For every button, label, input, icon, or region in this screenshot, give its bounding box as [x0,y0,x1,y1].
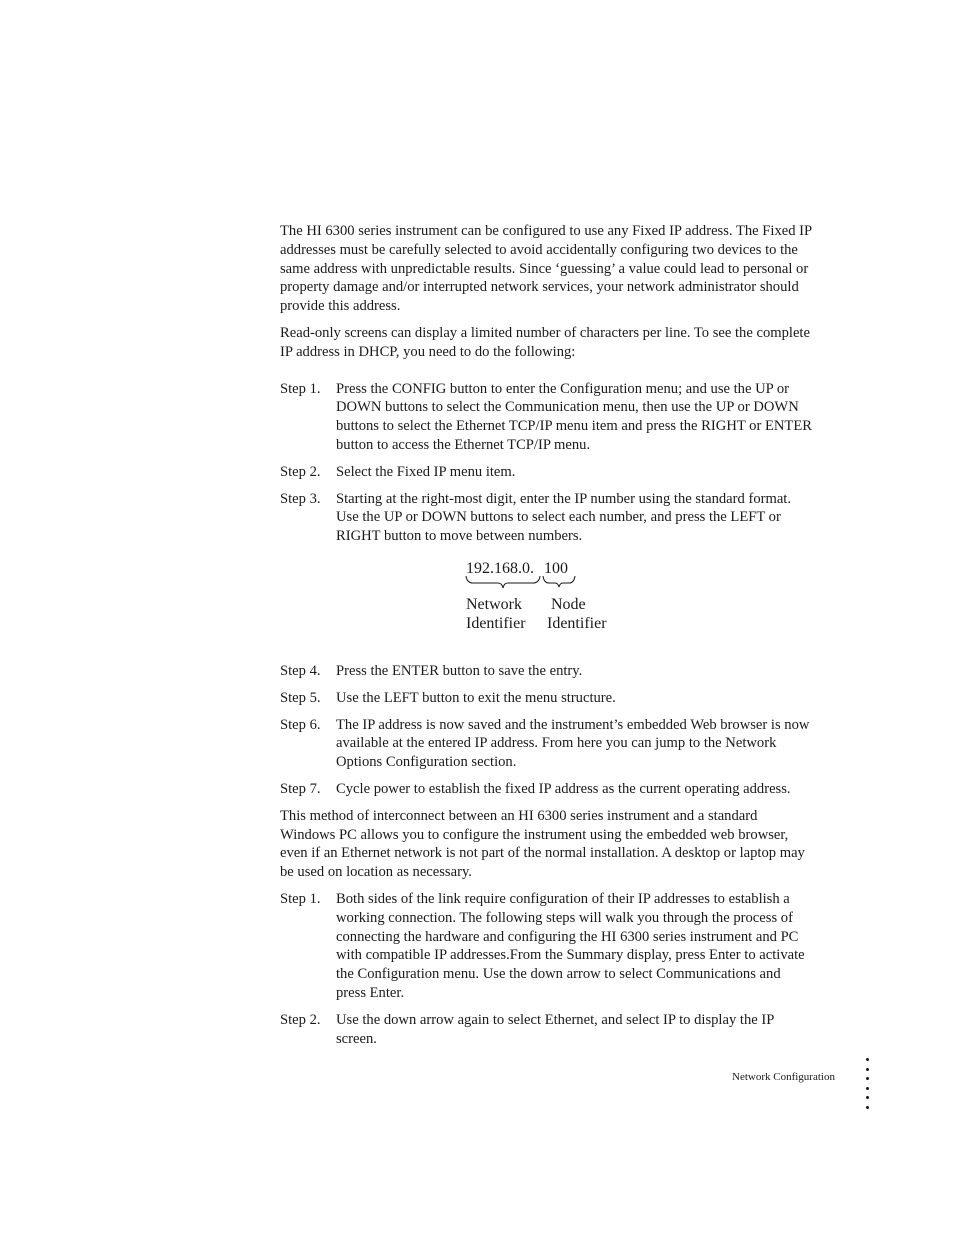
step-text: Press the ENTER button to save the entry. [336,662,583,679]
step-text: Cycle power to establish the fixed IP address as the current operating address. [336,780,791,797]
step-label: Step 5. [280,689,321,706]
step-item [280,716,814,772]
margin-dots-decoration [866,1058,870,1116]
step-item [280,780,814,799]
intro-paragraph: The HI 6300 series instrument can be configured to use any Fixed IP address. The Fixed IP addresses must be carefully selected to avoid accidentally configuring two devices to the same address with unpredictable results. Since ‘guessing’ a value could lead to personal or property damage and/or interrupted network services, your network administrator should provide this address. [280,223,812,315]
step-item [280,463,814,482]
step-item [280,380,814,455]
dhcp-paragraph: Read-only screens can display a limited number of characters per line. To see the complete IP address in DHCP, you need to do the following: [280,324,810,360]
step-text: Select the Fixed IP menu item. [336,463,516,480]
step-text: Use the LEFT button to exit the menu structure. [336,689,616,706]
step-label: Step 1. [280,380,321,397]
network-part-text: 192.168.0. [466,559,534,577]
node-part-text: 100 [544,559,568,577]
interconnect-steps [280,890,814,1048]
step-item [280,689,814,708]
footer-section-title: Network Configuration [732,1071,835,1083]
step-label: Step 7. [280,780,321,797]
network-label-line1: Network [466,595,522,613]
fixed-ip-steps [280,380,814,546]
dot [866,1058,869,1061]
dot [866,1087,869,1090]
step-label: Step 3. [280,490,321,507]
step-text: Press the CONFIG button to enter the Configuration menu; and use the UP or DOWN buttons to select the Communication menu, then use the UP or DOWN buttons to select the Ethernet TCP/IP menu item and press the RIGHT or ENTER button to access the Ethernet TCP/IP menu. [336,380,812,453]
dot [866,1106,869,1109]
interconnect-paragraph: This method of interconnect between an HI 6300 series instrument and a standard Windows PC allows you to configure the instrument using the embedded web browser, even if an Ethernet network is not part of the normal installation. A desktop or laptop may be used on location as necessary. [280,807,805,881]
step-item [280,662,814,681]
step-text: Both sides of the link require configuration of their IP addresses to establish a working connection. The following steps will walk you through the process of connecting the hardware and configuring the HI 6300 series instrument and PC with compatible IP addresses.From the Summary display, press Enter to activate the Configuration menu. Use the down arrow to select Communications and press Enter. [336,890,805,1001]
save-steps [280,662,814,799]
step-text: The IP address is now saved and the instrument’s embedded Web browser is now available at the entered IP address. From here you can jump to the Network Options Configuration section. [336,716,810,771]
dot [866,1068,869,1071]
step-label: Step 2. [280,1011,321,1028]
dot [866,1077,869,1080]
step-label: Step 2. [280,463,321,480]
dot [866,1096,869,1099]
node-label-line2: Identifier [547,614,607,632]
step-label: Step 1. [280,890,321,907]
step-label: Step 4. [280,662,321,679]
node-brace [543,576,575,587]
ip-address-figure [280,556,814,652]
network-label-line2: Identifier [466,614,526,632]
step-item [280,890,814,1003]
step-text: Starting at the right-most digit, enter the IP number using the standard format. Use the UP or DOWN buttons to select each number, and press the LEFT or RIGHT button to move between numbers. [336,490,792,545]
ip-address-diagram [463,556,623,652]
step-item [280,1011,814,1049]
step-text: Use the down arrow again to select Ethernet, and select IP to display the IP screen. [336,1011,774,1047]
network-brace [466,576,540,588]
page-content [280,222,814,1056]
node-label-line1: Node [551,595,586,613]
step-label: Step 6. [280,716,321,733]
step-item [280,490,814,546]
